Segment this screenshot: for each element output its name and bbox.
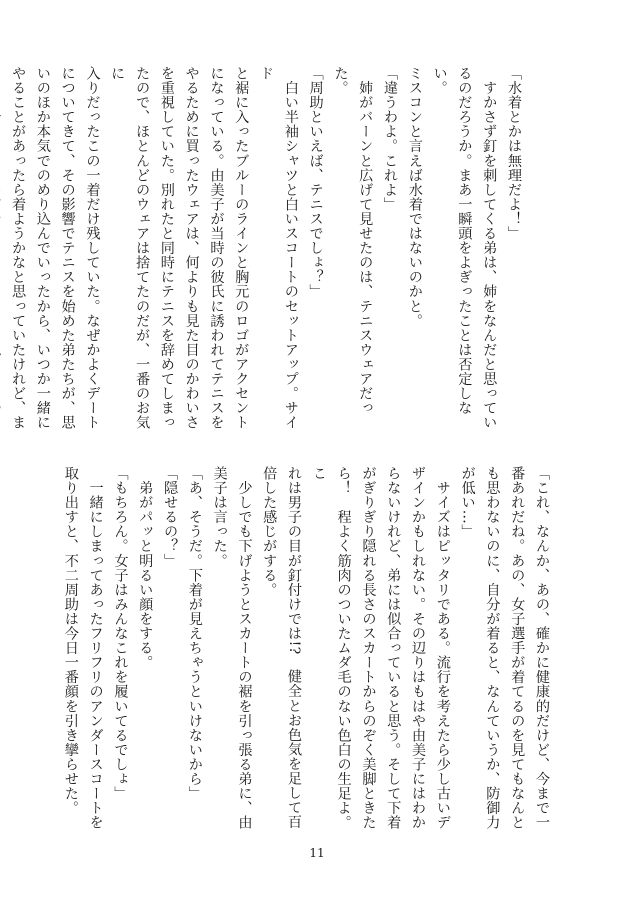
text-block-top [10, 66, 526, 434]
text-block-bottom [62, 466, 554, 838]
text-line: 美子は言った。 [211, 466, 228, 568]
text-line: ザインかもしれない。その辺りはもはや由美子にはわか [410, 466, 427, 830]
text-line: 取り出すと、不二周助は今日一番顔を引き攣らせた。 [62, 466, 79, 816]
text-line: やることがあったら着ようかなと思っていたけれど、ま [10, 66, 27, 430]
text-line: やるために買ったウェアは、何よりも見た目のかわいさ [183, 66, 200, 430]
text-line: ら！ 程よく筋肉のついたムダ毛のない色白の生足よ。こ [310, 466, 352, 830]
page-number: 11 [309, 846, 325, 860]
text-line: サイズはピッタリである。流行を考えたら少し古いデ [434, 466, 451, 830]
text-line: 「隠せるの？」 [162, 466, 179, 568]
text-line: らないけれど、弟には似合っていると思う。そして下着 [385, 466, 402, 830]
text-line: 「水着とかは無理だよ！」 [506, 66, 522, 241]
text-line: 「あ、そうだ。下着が見えちゃうといけないから」 [186, 466, 203, 801]
text-line: 「違うわよ。これよ」 [382, 66, 399, 212]
text-line: 姉がバーンと広げて見せたのは、テニスウェアだった。 [332, 66, 374, 416]
text-line: 入りだったこの一着だけ残していた。なぜかよくデート [84, 66, 101, 430]
text-line: るのだろうか。まあ一瞬頭をよぎったことは否定しない。 [431, 66, 473, 416]
text-line: 「もちろん。女子はみんなこれを履いてるでしょ」 [112, 466, 129, 801]
text-line: についてきて、その影響でテニスを始めた弟たちが、思 [59, 66, 76, 430]
text-line: ミスコンと言えば水着ではないのかと。 [406, 66, 423, 328]
text-line: すかさず釘を刺してくる弟は、姉をなんだと思ってい [481, 66, 498, 430]
text-line: が低い…」 [459, 466, 476, 539]
text-line: と裾に入ったブルーのラインと胸元のロゴがアクセント [233, 66, 250, 430]
text-line: も思わないのに、自分が着ると、なんていうか、防御力 [484, 466, 501, 830]
text-line [0, 66, 5, 434]
text-line: 倍した感じがする。 [261, 466, 278, 597]
text-line: になっている。由美子が当時の彼氏に誘われてテニスを [208, 66, 225, 430]
text-line: れは男子の目が釘付けでは!? 健全とお色気を足して百 [286, 466, 303, 830]
text-line: 白い半袖シャツと白いスコートのセットアップ。サイド [258, 66, 299, 430]
text-line: 一緒にしまってあったフリフリのアンダースコートを [87, 466, 104, 830]
text-line: 少しでも下げようとスカートの裾を引っ張る弟に、由 [236, 466, 253, 830]
text-line: 番あれだね。あの、女子選手が着てるのを見てもなんと [509, 466, 526, 830]
text-line: 弟がパッと明るい顔をする。 [137, 466, 154, 670]
text-line: たので、ほとんどのウェアは捨てたのだが、一番のお気に [109, 66, 151, 430]
text-line: がぎりぎり隠れる長さのスカートからのぞく美脚ときた [360, 466, 377, 830]
text-line: 「周助といえば、テニスでしょ？」 [307, 66, 324, 299]
text-line: いのほか本気でのめり込んでいったから、いつか一緒に [34, 66, 51, 430]
text-line: を重視していた。別れたと同時にテニスを辞めてしまっ [158, 66, 175, 430]
text-line: 「これ、なんか、あの、確かに健康的だけど、今まで一 [534, 466, 550, 830]
